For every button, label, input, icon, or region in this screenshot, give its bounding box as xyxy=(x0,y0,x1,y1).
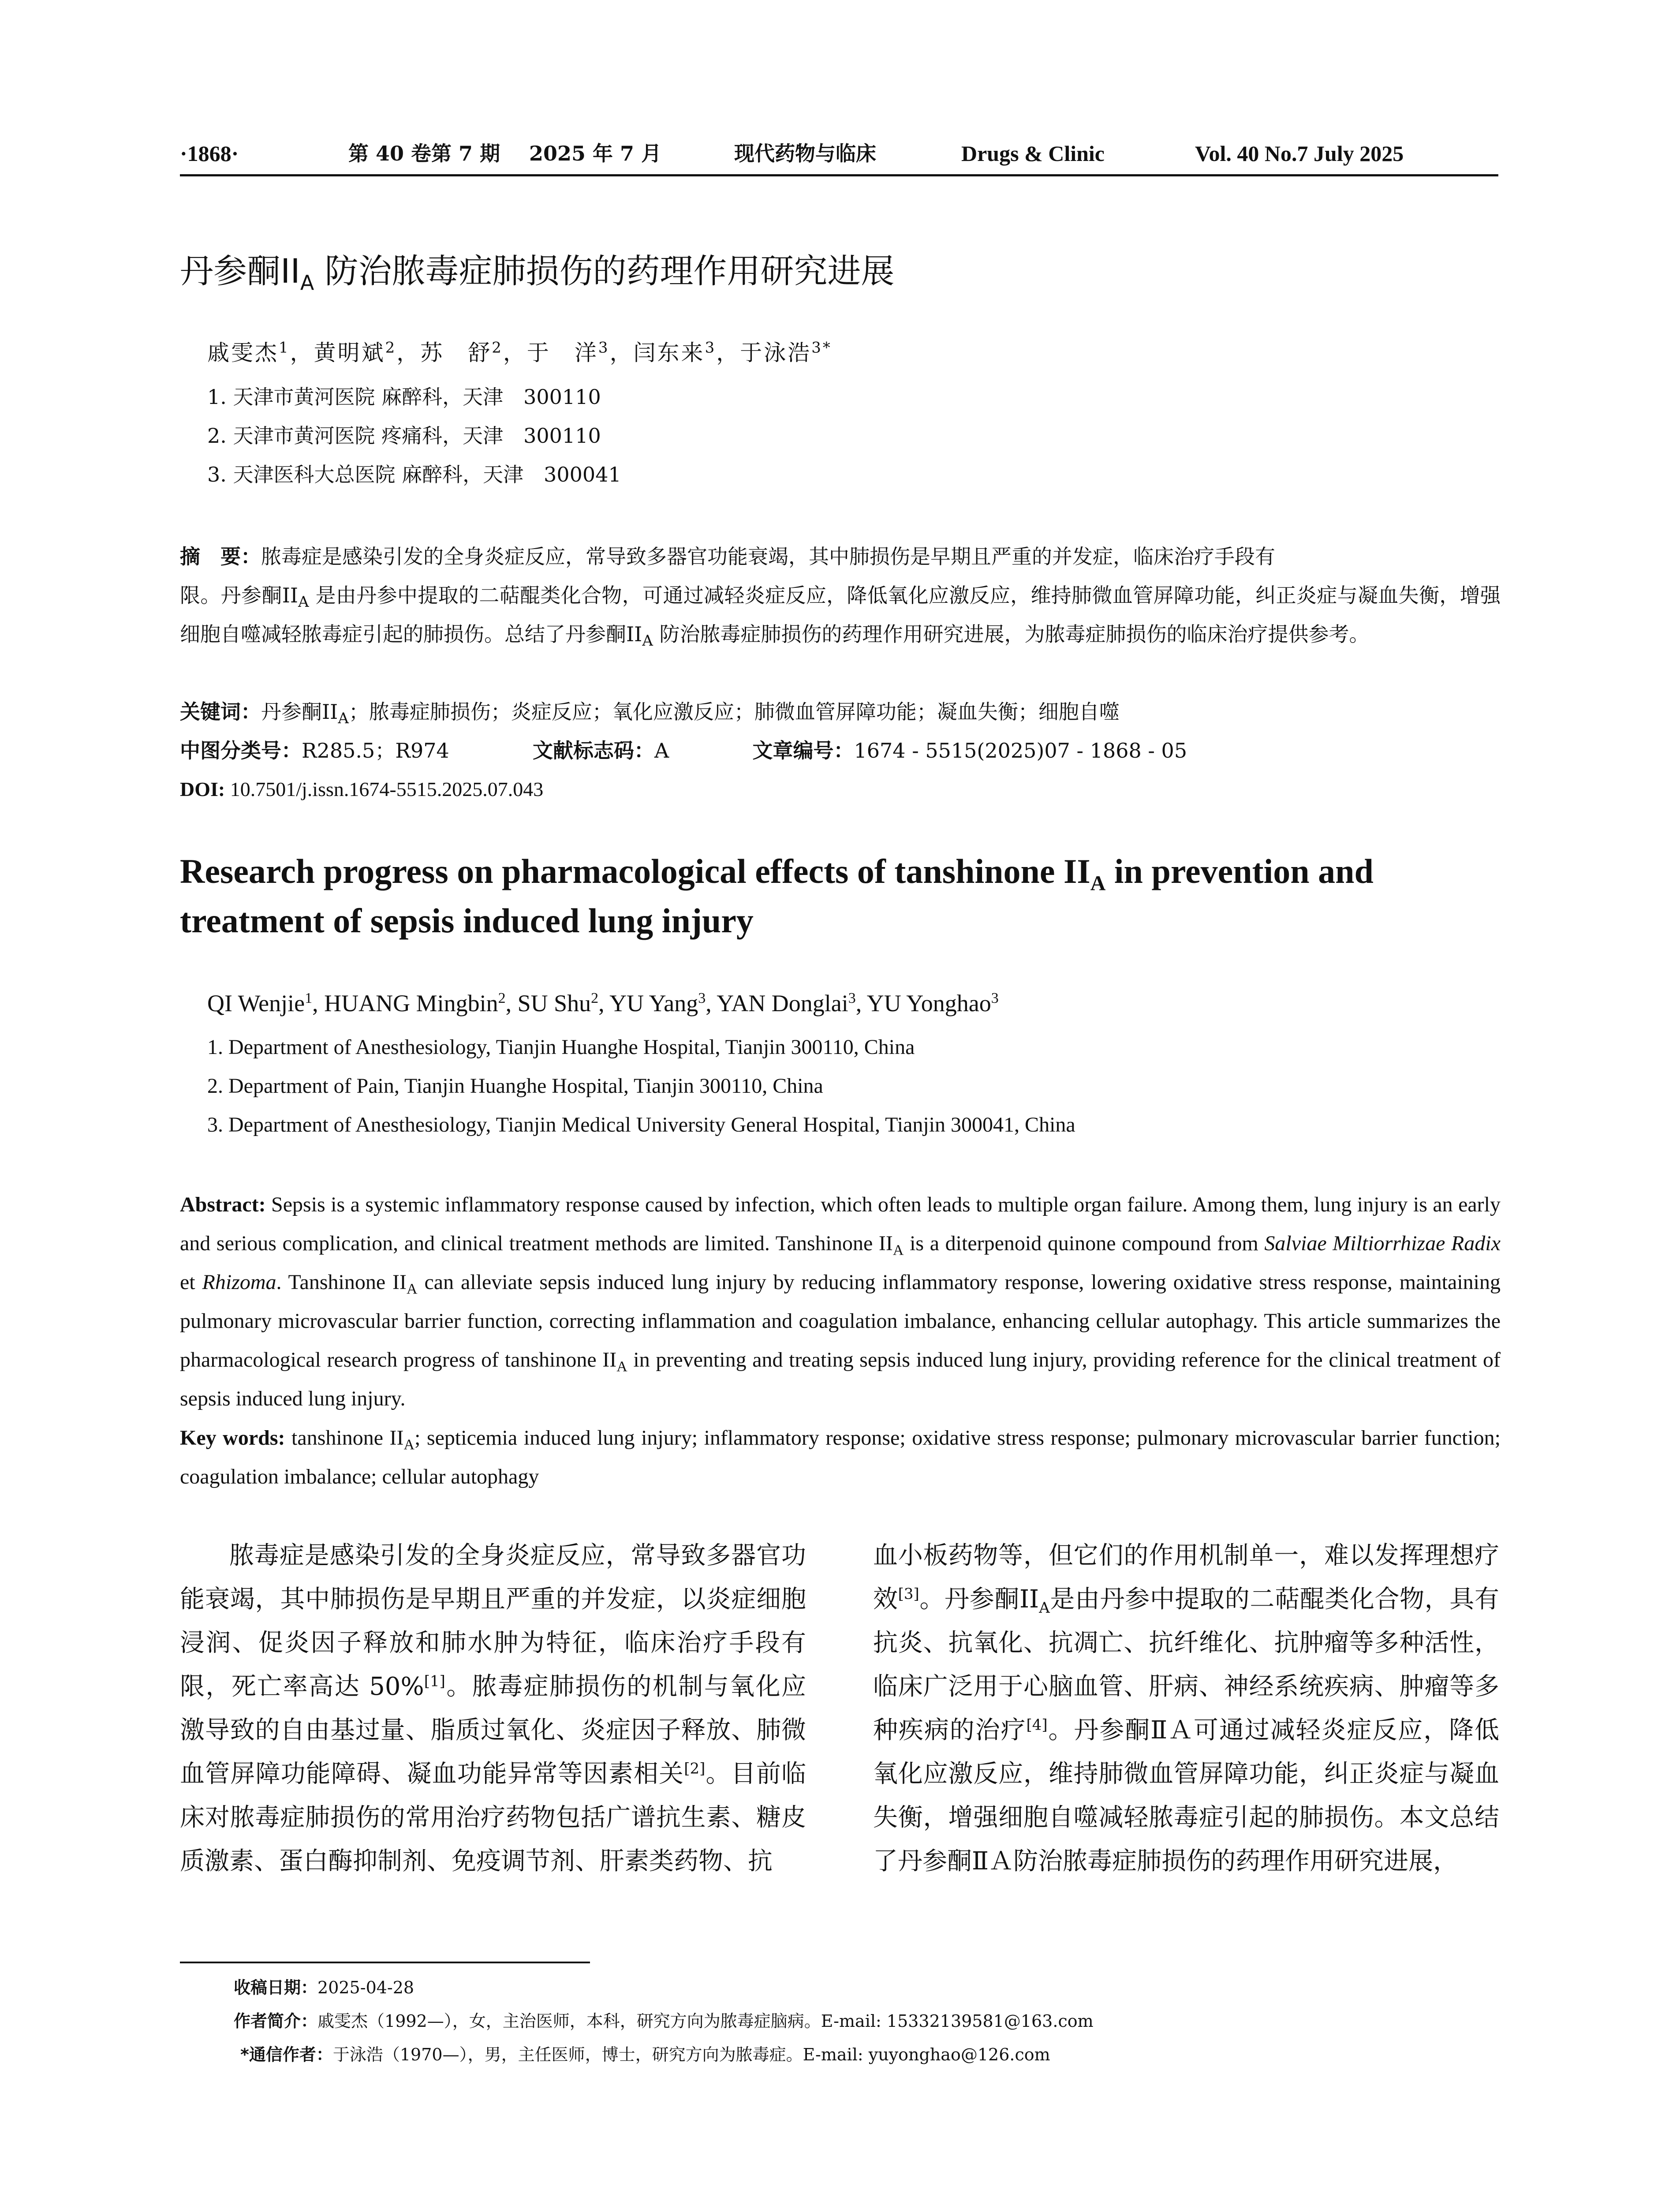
affiliation-cn-2: 2. 天津市黄河医院 疼痛科，天津 300110 xyxy=(207,424,601,448)
authors-cn: 戚雯杰$^1$，黄明斌$^2$，苏 舒$^2$，于 洋$^3$，闫东来$^3$，于泳浩$^{3*}$ xyxy=(207,339,832,366)
abstract-cn: 摘 要：脓毒症是感染引发的全身炎症反应，常导致多器官功能衰竭，其中肺损伤是早期且严重的并发症，临床治疗手段有 限。丹参酮$II_A$ 是由丹参中提取的二萜醌类化合物，可通过减轻炎症反应，降低氧化应激反应，维持肺微血管屏障功能，纠正炎症与凝血失衡，增强细胞自噬减轻脓毒症引起的肺损伤。总结了丹参酮$II_A$ 防治脓毒症肺损伤的药理作用研究进展，为脓毒症肺损伤的临床治疗提供参考。 xyxy=(180,545,1501,650)
issue-date: 2025 年 7 月 xyxy=(529,142,662,165)
affiliation-en-1: 1. Department of Anesthesiology, Tianjin Huanghe Hospital, Tianjin 300110, China xyxy=(207,1035,915,1059)
affiliation-cn-1: 1. 天津市黄河医院 麻醉科，天津 300110 xyxy=(207,385,601,409)
footnote-corresponding: *通信作者：于泳浩（1970—），男，主任医师，博士，研究方向为脓毒症。E-mail: yuyonghao@126.com xyxy=(240,2045,1050,2064)
keywords-en: Key words: tanshinone $II_A$; septicemia induced lung injury; inflammatory response; oxidative stress response; pulmonary microvascular barrier function; coagulation imbalance; cellular autophagy xyxy=(180,1426,1501,1488)
affiliation-en-2: 2. Department of Pain, Tianjin Huanghe Hospital, Tianjin 300110, China xyxy=(207,1074,823,1098)
classification-line: 中图分类号：R285.5；R974 文献标志码：A 文章编号：1674 - 5515(2025)07 - 1868 - 05 xyxy=(180,739,1187,762)
footnote-rule xyxy=(180,1962,590,1963)
volume-info: Vol. 40 No.7 July 2025 xyxy=(1195,141,1404,166)
doi-line: DOI: 10.7501/j.issn.1674-5515.2025.07.043 xyxy=(180,778,544,800)
page-number: ·1868· xyxy=(180,141,239,166)
title-cn: 丹参酮$II_A$ 防治脓毒症肺损伤的药理作用研究进展 xyxy=(180,251,895,295)
journal-name-cn: 现代药物与临床 xyxy=(734,142,876,165)
abstract-en: Abstract: Sepsis is a systemic inflammatory response caused by infection, which often leads to multiple organ failure. Among them, lung injury is an early and serious complication, and clinical treatment methods are limited. Tanshinone $II_A$ is a diterpenoid quinone compound from Salviae Miltiorrhizae Radix et Rhizoma. Tanshinone $II_A$ can alleviate sepsis induced lung injury by reducing inflammatory response, lowering oxidative stress response, maintaining pulmonary microvascular barrier function, correcting inflammation and coagulation imbalance, enhancing cellular autophagy. This article summarizes the pharmacological research progress of tanshinone $II_A$ in preventing and treating sepsis induced lung injury, providing reference for the clinical treatment of sepsis induced lung injury. xyxy=(180,1193,1501,1410)
keywords-cn: 关键词：丹参酮$II_A$；脓毒症肺损伤；炎症反应；氧化应激反应；肺微血管屏障功能；凝血失衡；细胞自噬 xyxy=(180,700,1120,728)
header-rule xyxy=(180,174,1498,176)
affiliation-en-3: 3. Department of Anesthesiology, Tianjin Medical University General Hospital, Tianjin 300041, China xyxy=(207,1113,1075,1136)
footnote-author-bio: 作者简介：戚雯杰（1992—），女，主治医师，本科，研究方向为脓毒症脑病。E-mail: 15332139581@163.com xyxy=(234,2011,1094,2031)
issue-info: 第 40 卷第 7 期 xyxy=(348,142,500,165)
journal-name-en: Drugs & Clinic xyxy=(961,141,1105,166)
body-column-right: 血小板药物等，但它们的作用机制单一，难以发挥理想疗效[3]。丹参酮$II_A$是由丹参中提取的二萜醌类化合物，具有抗炎、抗氧化、抗凋亡、抗纤维化、抗肿瘤等多种活性，临床广泛用于心脑血管、肝病、神经系统疾病、肿瘤等多种疾病的治疗[4]。丹参酮ⅡＡ可通过减轻炎症反应，降低氧化应激反应，维持肺微血管屏障功能，纠正炎症与凝血失衡，增强细胞自噬减轻脓毒症引起的肺损伤。本文总结了丹参酮ⅡＡ防治脓毒症肺损伤的药理作用研究进展， xyxy=(873,1541,1500,1876)
title-en: Research progress on pharmacological effects of tanshinone $II_A$ in prevention and treatment of sepsis induced lung injury xyxy=(180,852,1374,940)
body-column-left: 脓毒症是感染引发的全身炎症反应，常导致多器官功能衰竭，其中肺损伤是早期且严重的并发症，以炎症细胞浸润、促炎因子释放和肺水肿为特征，临床治疗手段有限，死亡率高达 50%[1]。脓毒症肺损伤的机制与氧化应激导致的自由基过量、脂质过氧化、炎症因子释放、肺微血管屏障功能障碍、凝血功能异常等因素相关[2]。目前临床对脓毒症肺损伤的常用治疗药物包括广谱抗生素、糖皮质激素、蛋白酶抑制剂、免疫调节剂、肝素类药物、抗 xyxy=(180,1541,806,1876)
affiliation-cn-3: 3. 天津医科大总医院 麻醉科，天津 300041 xyxy=(207,463,621,486)
footnote-received: 收稿日期：2025-04-28 xyxy=(234,1978,414,1997)
authors-en: QI Wenjie$^1$, HUANG Mingbin$^2$, SU Shu$^2$, YU Yang$^3$, YAN Donglai$^3$, YU Yonghao$^3$ xyxy=(207,990,999,1017)
